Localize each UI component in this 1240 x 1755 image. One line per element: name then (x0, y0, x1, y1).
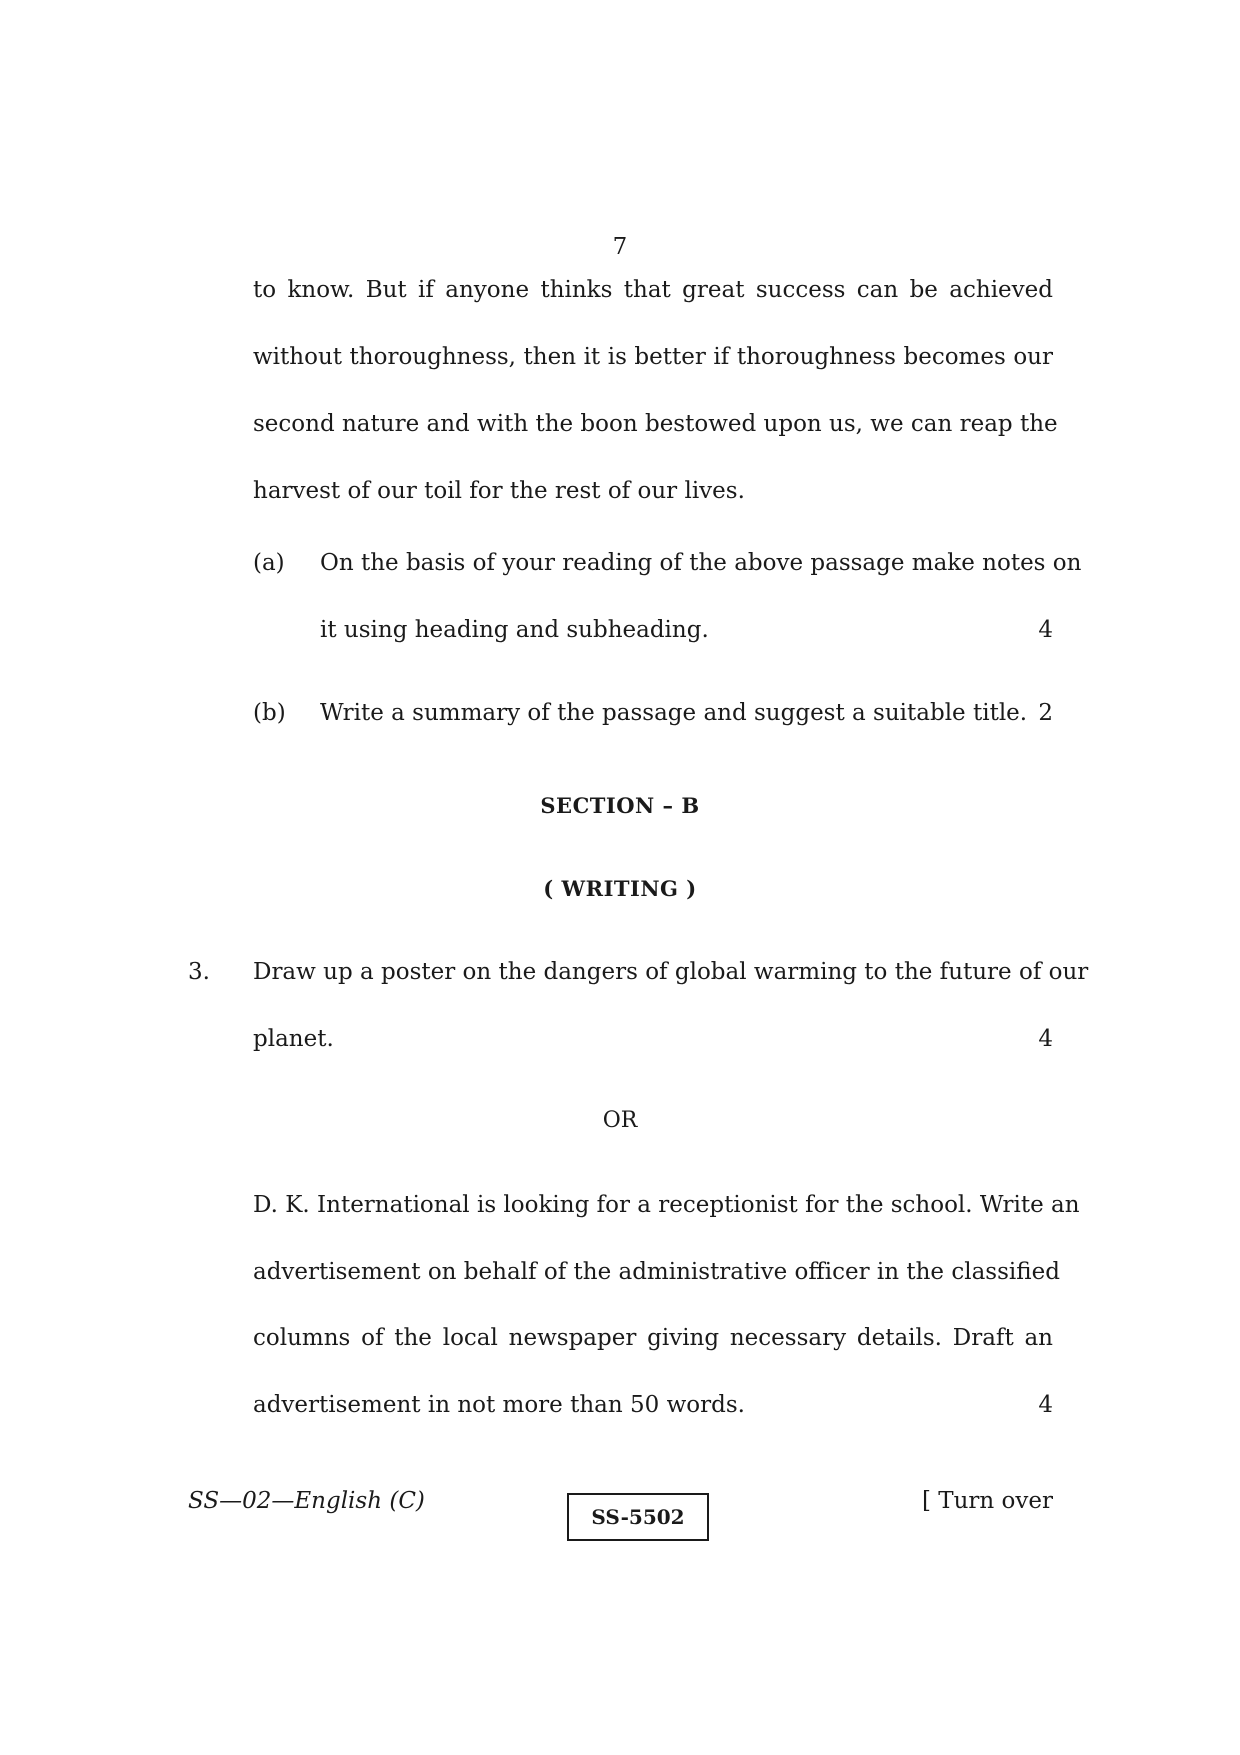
question-b-marks: 2 (1038, 700, 1053, 726)
question-3-alt-marks: 4 (1038, 1392, 1053, 1418)
footer-turn-over: [ Turn over (921, 1488, 1053, 1514)
page-number: 7 (612, 234, 628, 260)
passage (253, 270, 1058, 538)
question-a-marks: 4 (1038, 617, 1053, 643)
passage-line: second nature and with the boon bestowed upon us, we can reap the (253, 411, 1058, 437)
passage-line: without thoroughness, then it is better if thoroughness becomes our (253, 344, 1053, 370)
question-3-alt-line: advertisement on behalf of the administrative officer in the classified (253, 1259, 1060, 1285)
footer-series-code-box: SS-5502 (567, 1493, 709, 1541)
question-3-marks: 4 (1038, 1026, 1053, 1052)
question-a-label: (a) (253, 550, 285, 576)
question-3-line1: Draw up a poster on the dangers of global warming to the future of our (253, 959, 1089, 985)
question-b-label: (b) (253, 700, 286, 726)
or-divider: OR (602, 1108, 638, 1133)
question-3-number: 3. (188, 959, 210, 985)
passage-line: harvest of our toil for the rest of our lives. (253, 478, 745, 504)
footer-paper-code: SS—02—English (C) (188, 1488, 425, 1514)
question-3-line2: planet. (253, 1026, 334, 1052)
section-subtitle: ( WRITING ) (543, 876, 697, 901)
question-a-text-line1: On the basis of your reading of the above passage make notes on (320, 550, 1082, 576)
question-a-text-line2: it using heading and subheading. (320, 617, 709, 643)
question-3-alt-line: columns of the local newspaper giving necessary details. Draft an (253, 1325, 1053, 1351)
question-b-text: Write a summary of the passage and suggest a suitable title. (320, 700, 1028, 726)
question-3-alt-line: D. K. International is looking for a receptionist for the school. Write an (253, 1192, 1080, 1218)
question-3-alt-line: advertisement in not more than 50 words. (253, 1392, 745, 1418)
section-title: SECTION – B (540, 793, 700, 818)
passage-line: to know. But if anyone thinks that great success can be achieved (253, 277, 1053, 303)
